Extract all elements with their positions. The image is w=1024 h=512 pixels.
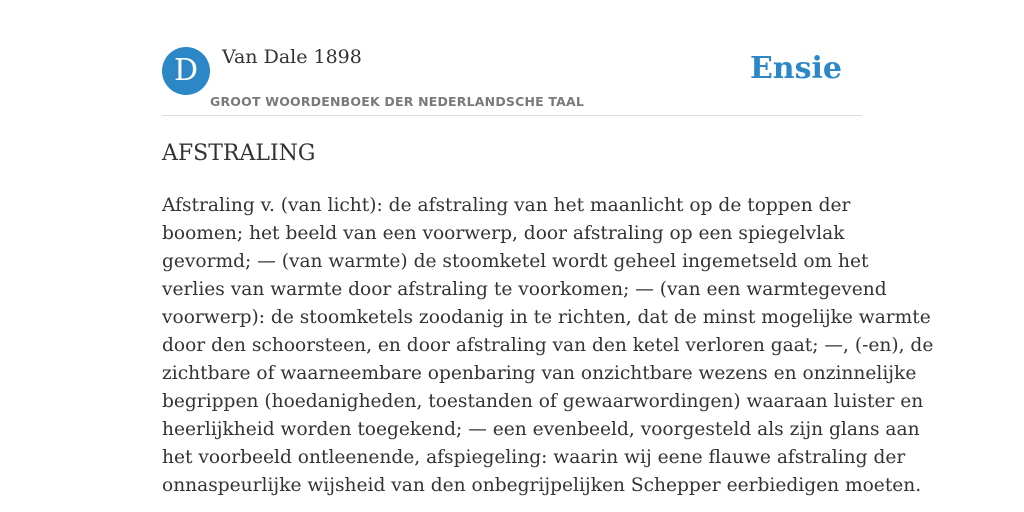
- entry-definition: [162, 192, 934, 500]
- page: [162, 0, 934, 512]
- definition-line: begrippen (hoedanigheden, toestanden of gewaarwordingen) waaraan luister en: [162, 391, 924, 412]
- definition-line: verlies van warmte door afstraling te voorkomen; — (van een warmtegevend: [162, 279, 887, 300]
- brand-logo[interactable]: Ensie: [749, 51, 842, 86]
- definition-line: door den schoorsteen, en door afstraling van den ketel verloren gaat; —, (-en), de: [162, 335, 934, 356]
- source-avatar[interactable]: D: [162, 47, 210, 95]
- source-title[interactable]: Van Dale 1898: [222, 46, 362, 68]
- definition-line: heerlijkheid worden toegekend; — een evenbeeld, voorgesteld als zijn glans aan: [162, 419, 920, 440]
- entry-title: AFSTRALING: [162, 141, 316, 166]
- source-subtitle: GROOT WOORDENBOEK DER NEDERLANDSCHE TAAL: [210, 94, 585, 109]
- definition-line: het voorbeeld ontleenende, afspiegeling: waarin wij eene flauwe afstraling der: [162, 447, 906, 468]
- definition-line: Afstraling v. (van licht): de afstraling van het maanlicht op de toppen der: [162, 195, 851, 216]
- header-divider: [162, 115, 862, 116]
- definition-line: zichtbare of waarneembare openbaring van onzichtbare wezens en onzinnelijke: [162, 363, 917, 384]
- definition-line: boomen; het beeld van een voorwerp, door afstraling op een spiegelvlak: [162, 223, 845, 244]
- definition-line: gevormd; — (van warmte) de stoomketel wordt geheel ingemetseld om het: [162, 251, 869, 272]
- definition-line: onnaspeurlijke wijsheid van den onbegrijpelijken Schepper eerbiedigen moeten.: [162, 475, 922, 496]
- definition-line: voorwerp): de stoomketels zoodanig in te richten, dat de minst mogelijke warmte: [162, 307, 931, 328]
